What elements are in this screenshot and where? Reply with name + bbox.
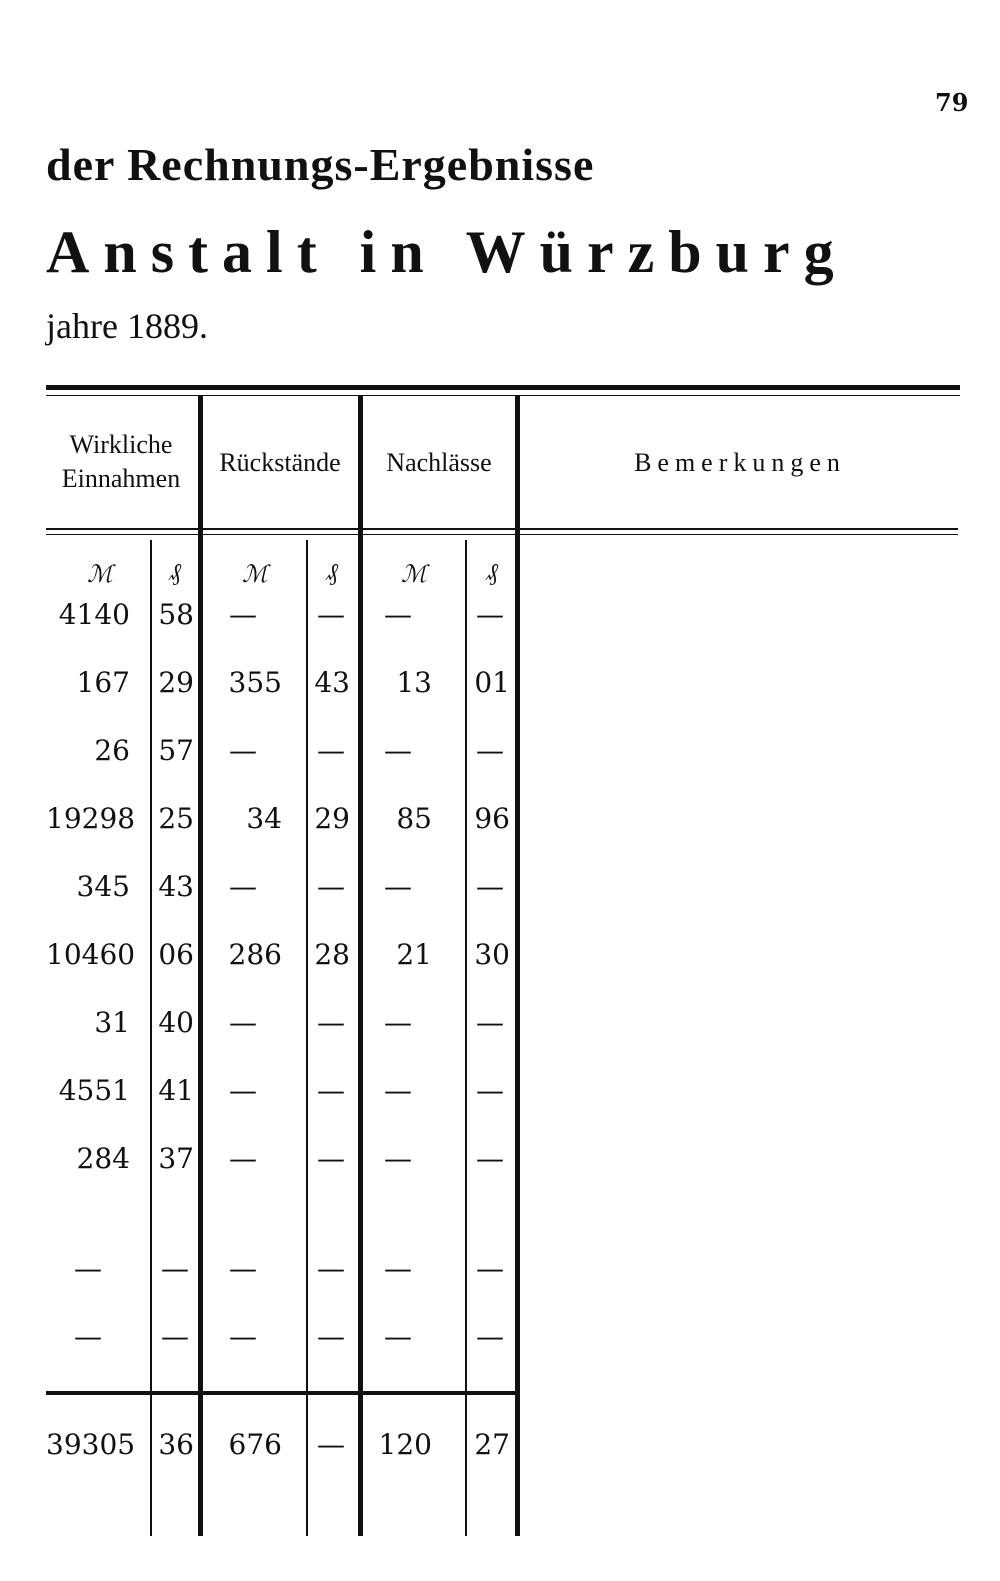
unit-mark: ℳ: [401, 562, 427, 588]
cell-nachlaesse-mark: —: [384, 1252, 412, 1285]
cell-rueckstaende-pf: —: [317, 598, 345, 631]
cell-nachlaesse-mark: —: [384, 1320, 412, 1353]
top-rule-thick: [46, 385, 960, 390]
sub-divider-2: [306, 540, 308, 1536]
cell-nachlaesse-mark: —: [384, 598, 412, 631]
cell-rueckstaende-mark: —: [229, 598, 257, 631]
cell-einnahmen-mark: 10460: [46, 938, 136, 971]
cell-einnahmen-pf: —: [161, 1320, 189, 1353]
cell-einnahmen-pf: 37: [158, 1142, 194, 1175]
header-einnahmen: Wirkliche Einnahmen: [61, 430, 181, 493]
cell-nachlaesse-pf: —: [476, 1320, 504, 1353]
cell-einnahmen-mark: 167: [76, 666, 130, 699]
cell-einnahmen-pf: 40: [158, 1006, 194, 1039]
header-bemerkungen: Bemerkungen: [634, 448, 846, 477]
cell-nachlaesse-mark: —: [384, 1006, 412, 1039]
page-number: 79: [935, 88, 969, 117]
cell-rueckstaende-mark: —: [229, 870, 257, 903]
cell-rueckstaende-mark: 355: [228, 666, 282, 699]
cell-einnahmen-pf: 41: [158, 1074, 194, 1107]
header-rule: [46, 528, 958, 530]
cell-nachlaesse-pf: 27: [474, 1428, 510, 1461]
cell-einnahmen-mark: 31: [94, 1006, 130, 1039]
cell-nachlaesse-pf: —: [476, 1074, 504, 1107]
cell-rueckstaende-pf: —: [317, 1320, 345, 1353]
cell-einnahmen-pf: 43: [158, 870, 194, 903]
cell-rueckstaende-pf: 29: [314, 802, 350, 835]
cell-nachlaesse-mark: —: [384, 870, 412, 903]
cell-einnahmen-pf: 29: [158, 666, 194, 699]
cell-einnahmen-pf: 58: [158, 598, 194, 631]
cell-nachlaesse-pf: —: [476, 870, 504, 903]
cell-rueckstaende-mark: —: [229, 1142, 257, 1175]
cell-rueckstaende-mark: —: [229, 1320, 257, 1353]
cell-rueckstaende-mark: —: [229, 1252, 257, 1285]
cell-rueckstaende-pf: —: [317, 1074, 345, 1107]
total-rule: [46, 1391, 516, 1395]
cell-einnahmen-mark: 345: [76, 870, 130, 903]
cell-nachlaesse-mark: —: [384, 1142, 412, 1175]
cell-nachlaesse-pf: —: [476, 1006, 504, 1039]
unit-pfennig: ₰: [169, 560, 181, 586]
sub-divider-3: [465, 540, 467, 1536]
cell-rueckstaende-pf: —: [317, 1428, 345, 1461]
header-nachlaesse: Nachlässe: [386, 448, 492, 477]
unit-mark: ℳ: [87, 562, 113, 588]
cell-rueckstaende-pf: —: [317, 1006, 345, 1039]
cell-nachlaesse-pf: —: [476, 598, 504, 631]
cell-einnahmen-pf: —: [161, 1252, 189, 1285]
sub-divider-1: [150, 540, 152, 1536]
cell-nachlaesse-pf: —: [476, 734, 504, 767]
cell-rueckstaende-mark: —: [229, 734, 257, 767]
cell-einnahmen-pf: 06: [158, 938, 194, 971]
cell-einnahmen-pf: 25: [158, 802, 194, 835]
title-line-2: Anstalt in Würzburg: [46, 219, 848, 285]
cell-einnahmen-mark: 39305: [46, 1428, 136, 1461]
cell-nachlaesse-pf: 01: [474, 666, 510, 699]
cell-einnahmen-mark: 4140: [58, 598, 130, 631]
cell-nachlaesse-pf: 96: [474, 802, 510, 835]
cell-rueckstaende-pf: 43: [314, 666, 350, 699]
cell-rueckstaende-mark: 34: [246, 802, 282, 835]
cell-einnahmen-pf: 36: [158, 1428, 194, 1461]
unit-pfennig: ₰: [486, 560, 498, 586]
cell-rueckstaende-pf: —: [317, 1142, 345, 1175]
cell-nachlaesse-pf: —: [476, 1142, 504, 1175]
cell-nachlaesse-mark: 85: [396, 802, 432, 835]
cell-rueckstaende-pf: 28: [314, 938, 350, 971]
title-line-1: der Rechnungs-Ergebnisse: [46, 139, 595, 190]
unit-pfennig: ₰: [326, 560, 338, 586]
cell-einnahmen-mark: —: [74, 1252, 102, 1285]
cell-rueckstaende-mark: —: [229, 1006, 257, 1039]
cell-nachlaesse-mark: —: [384, 1074, 412, 1107]
cell-nachlaesse-mark: 13: [396, 666, 432, 699]
unit-mark: ℳ: [242, 562, 268, 588]
cell-nachlaesse-pf: —: [476, 1252, 504, 1285]
cell-rueckstaende-pf: —: [317, 1252, 345, 1285]
cell-rueckstaende-mark: 676: [228, 1428, 282, 1461]
cell-einnahmen-mark: 19298: [46, 802, 136, 835]
cell-nachlaesse-mark: —: [384, 734, 412, 767]
header-rueckstaende: Rückstände: [219, 448, 341, 477]
cell-rueckstaende-pf: —: [317, 870, 345, 903]
cell-nachlaesse-mark: 120: [378, 1428, 432, 1461]
cell-einnahmen-mark: 26: [94, 734, 130, 767]
cell-nachlaesse-pf: 30: [474, 938, 510, 971]
cell-rueckstaende-pf: —: [317, 734, 345, 767]
cell-nachlaesse-mark: 21: [396, 938, 432, 971]
cell-rueckstaende-mark: —: [229, 1074, 257, 1107]
top-rule-thin: [46, 395, 960, 396]
cell-rueckstaende-mark: 286: [228, 938, 282, 971]
cell-einnahmen-mark: 4551: [58, 1074, 130, 1107]
cell-einnahmen-pf: 57: [158, 734, 194, 767]
title-line-3: jahre 1889.: [46, 306, 208, 346]
header-rule-2: [46, 534, 958, 535]
cell-einnahmen-mark: —: [74, 1320, 102, 1353]
cell-einnahmen-mark: 284: [76, 1142, 130, 1175]
